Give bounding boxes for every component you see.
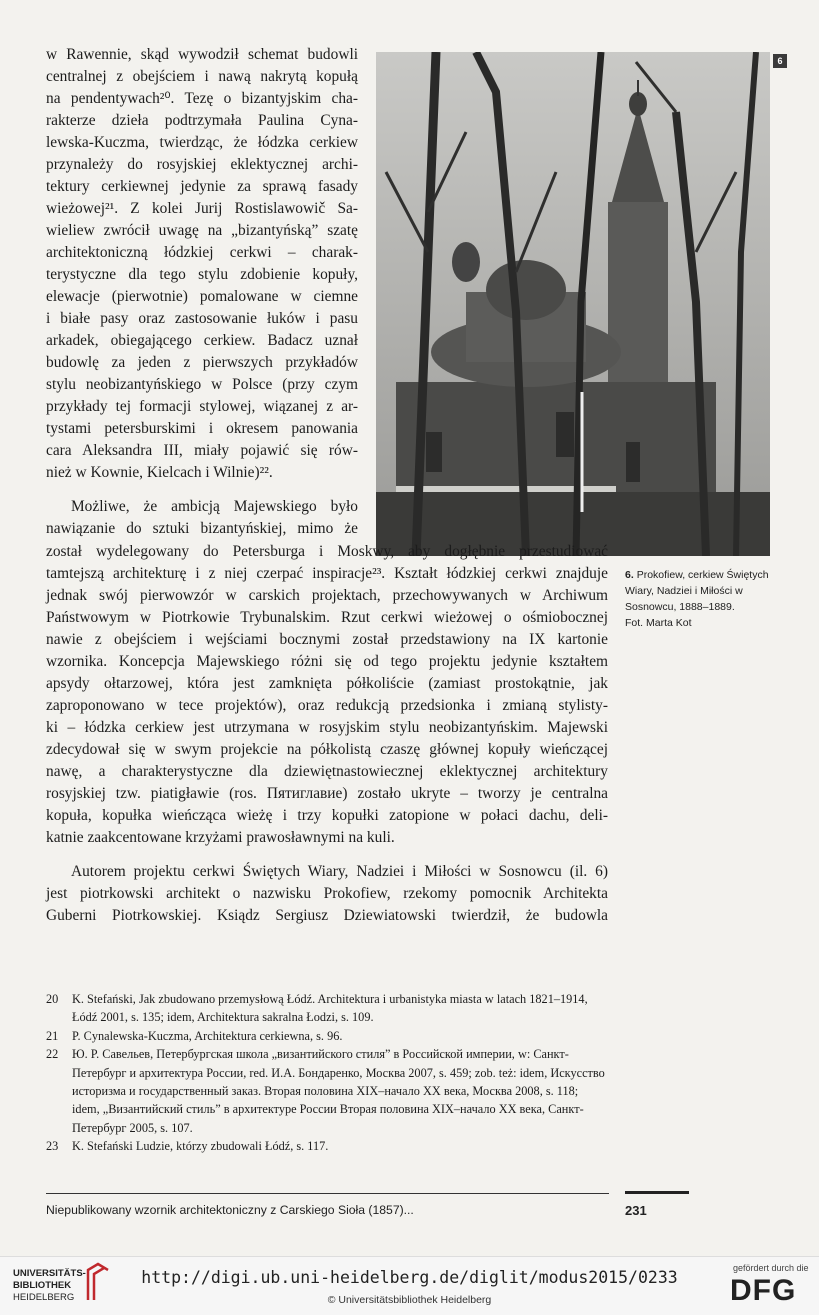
body-line: ki – łódzka cerkiew jest utrzymana w rosyjskim stylu neobizantyńskim. Majewski [46, 719, 608, 736]
footnotes [46, 990, 608, 1156]
body-line: elewacje (pierwotnie) pomalowane w ciemne [46, 288, 358, 305]
footnote [46, 1045, 608, 1137]
body-line: Możliwe, że ambicją Majewskiego było [71, 498, 358, 515]
body-line: rakterze dzieła podtrzymała Paulina Cyna- [46, 112, 358, 129]
body-line: tektury cerkiewnej jedynie za sprawą fasady [46, 178, 358, 195]
body-line: rosyjskiej tzw. piatigławie (ros. Пятиглавие) zostało ukryte – tworzy je centralna [46, 785, 608, 802]
footnote-number: 23 [46, 1139, 59, 1154]
permalink-url[interactable]: http://digi.ub.uni-heidelberg.de/diglit/modus2015/0233 [141, 1268, 678, 1287]
dfg-logo[interactable]: DFG [730, 1274, 797, 1307]
body-line: stylu neobizantyńskiego w Polsce (przy czym [46, 376, 358, 393]
figure-tag: 6 [773, 54, 787, 68]
body-line: architektoniczną łódzkiej cerkwi – charak- [46, 244, 358, 261]
footnote [46, 990, 608, 1027]
footnote-number: 20 [46, 992, 59, 1006]
footnote-number: 21 [46, 1028, 59, 1043]
caption-text: Prokofiew, cerkiew Świętych Wiary, Nadziei i Miłości w Sosnowcu, 1888–1889. [625, 569, 769, 613]
body-line: nież w Kownie, Kielcach i Wilnie)²². [46, 464, 273, 481]
copyright-notice: © Universitätsbibliothek Heidelberg [327, 1294, 492, 1306]
body-line: cara Aleksandra III, miały pojawić się rów- [46, 442, 358, 459]
body-line: zdecydował się w swym projekcie na półkolistą czaszę głównej kopuły wieńczącej [46, 741, 608, 758]
footer-rule [46, 1193, 609, 1194]
body-line: przynależy do rosyjskiej eklektycznej archi- [46, 156, 358, 173]
body-line: jest piotrkowski architekt o nazwisku Prokofiew, rzekomy pomocnik Architekta [46, 885, 608, 902]
library-city: HEIDELBERG [13, 1291, 75, 1303]
body-line: tamtejszą architekturę i z niej czerpać inspiracje²³. Kształt łódzkiej cerkwi znajduje [46, 565, 608, 582]
body-line: zaproponowano w tece projektów), oraz redukcją przedsionka i zmianą stylisty- [46, 697, 608, 714]
body-line: w Rawennie, skąd wywodził schemat budowli [46, 46, 358, 63]
footnote-text: P. Cynalewska-Kuczma, Architektura cerkiewna, s. 96. [72, 1028, 343, 1043]
body-line: i białe pasy oraz zastosowanie łuków i pasu [46, 310, 358, 327]
funding-label: gefördert durch die [733, 1263, 809, 1273]
body-line: na pendentywach²⁰. Tezę o bizantyjskim cha- [46, 90, 358, 107]
body-line: nawie z obejściem i wejściami bocznymi został przedstawiony na IX kartonie [46, 631, 608, 648]
library-name: UNIVERSITÄTS- BIBLIOTHEK [13, 1268, 86, 1291]
page-number-rule [625, 1191, 689, 1194]
body-line: tystami petersburskimi i okresem panowania [46, 420, 358, 437]
footnote-text: K. Stefański Ludzie, którzy zbudowali Łódź, s. 117. [72, 1139, 329, 1154]
body-line: arkadek, obiegającego cerkiew. Badacz uznał [46, 332, 358, 349]
body-line: wieliew zwrócił uwagę na „bizantyńską” szatę [46, 222, 358, 239]
caption-number: 6. [625, 569, 634, 581]
figure-caption [625, 568, 795, 632]
body-line: budowlę za jeden z pierwszych przykładów [46, 354, 358, 371]
body-line: wzornika. Koncepcja Majewskiego różni się od tego projektu jedynie kształtem [46, 653, 608, 670]
body-line: katnie zaakcentowane krzyżami prawosławnymi na kuli. [46, 829, 395, 846]
body-line: nawiązanie do sztuki bizantyńskiej, mimo że [46, 520, 358, 537]
body-line: Autorem projektu cerkwi Świętych Wiary, Nadziei i Miłości w Sosnowcu (il. 6) [71, 863, 608, 880]
body-line: lewska-Kuczma, twierdząc, że łódzka cerkiew [46, 134, 358, 151]
body-line: został wydelegowany do Petersburga i Moskwy, aby dogłębnie przestudiować [46, 543, 608, 560]
church-photo-drawing [376, 52, 770, 556]
body-line: kopuła, kopułka wieńcząca wieżę i trzy kopułki zatopione w połaci dachu, deli- [46, 807, 608, 824]
body-line: Państwowym w Piotrkowie Trybunalskim. Rzut cerkwi wieżowej o ośmiobocznej [46, 609, 608, 626]
footnote [46, 1027, 608, 1045]
running-footer: Niepublikowany wzornik architektoniczny z Carskiego Sioła (1857)... [46, 1203, 414, 1217]
footnote-text: K. Stefański, Jak zbudowano przemysłową Łódź. Architektura i urbanistyka miasta w latach 1821–1914, Łódź 2001, s. 135; idem, Architektura sakralna Łodzi, s. 109. [72, 992, 588, 1025]
footnote [46, 1137, 608, 1155]
photo-credit: Fot. Marta Kot [625, 616, 692, 629]
body-line: wieżowej²¹. Z kolei Jurij Rostislawowič Sa- [46, 200, 358, 217]
footnote-number: 22 [46, 1047, 59, 1062]
body-line: centralnej z obejściem i nawą nakrytą kopułą [46, 68, 358, 85]
body-line: jednak swój pierwowzór w carskich projektach, przechowywanych w Archiwum [46, 587, 608, 604]
footnote-text: Ю. Р. Савельев, Петербургская школа „византийского стиля” в Российской империи, w: Санкт-Петербург и архитектура России, red. И.А. Бондаренко, Москва 2007, s. 459; zob. też: idem, Искусство историзма и государственный заказ. Вторая половина XIX–начало XX века, Москва 2008, s. 118; idem, „Византийский стиль” в архитектуре России Вторая половина XIX–начало XX века, Санкт-Петербург 2005, s. 107. [72, 1047, 605, 1135]
body-line: Guberni Piotrkowskiej. Ksiądz Sergiusz Dziewiatowski twierdził, że budowla [46, 907, 608, 924]
body-line: terystyczne dla tego stylu zdobienie kopuły, [46, 266, 358, 283]
page-number: 231 [625, 1203, 647, 1218]
body-line: nawę, a charakterystyczne dla dziewiętnastowiecznej eklektycznej architektury [46, 763, 608, 780]
body-line: apsydy ołtarzowej, która jest zamknięta półkoliście (zamiast prostokątnie, jak [46, 675, 608, 692]
church-photo [376, 52, 770, 556]
body-line: przykłady tej formacji stylowej, wiązanej z ar- [46, 398, 358, 415]
